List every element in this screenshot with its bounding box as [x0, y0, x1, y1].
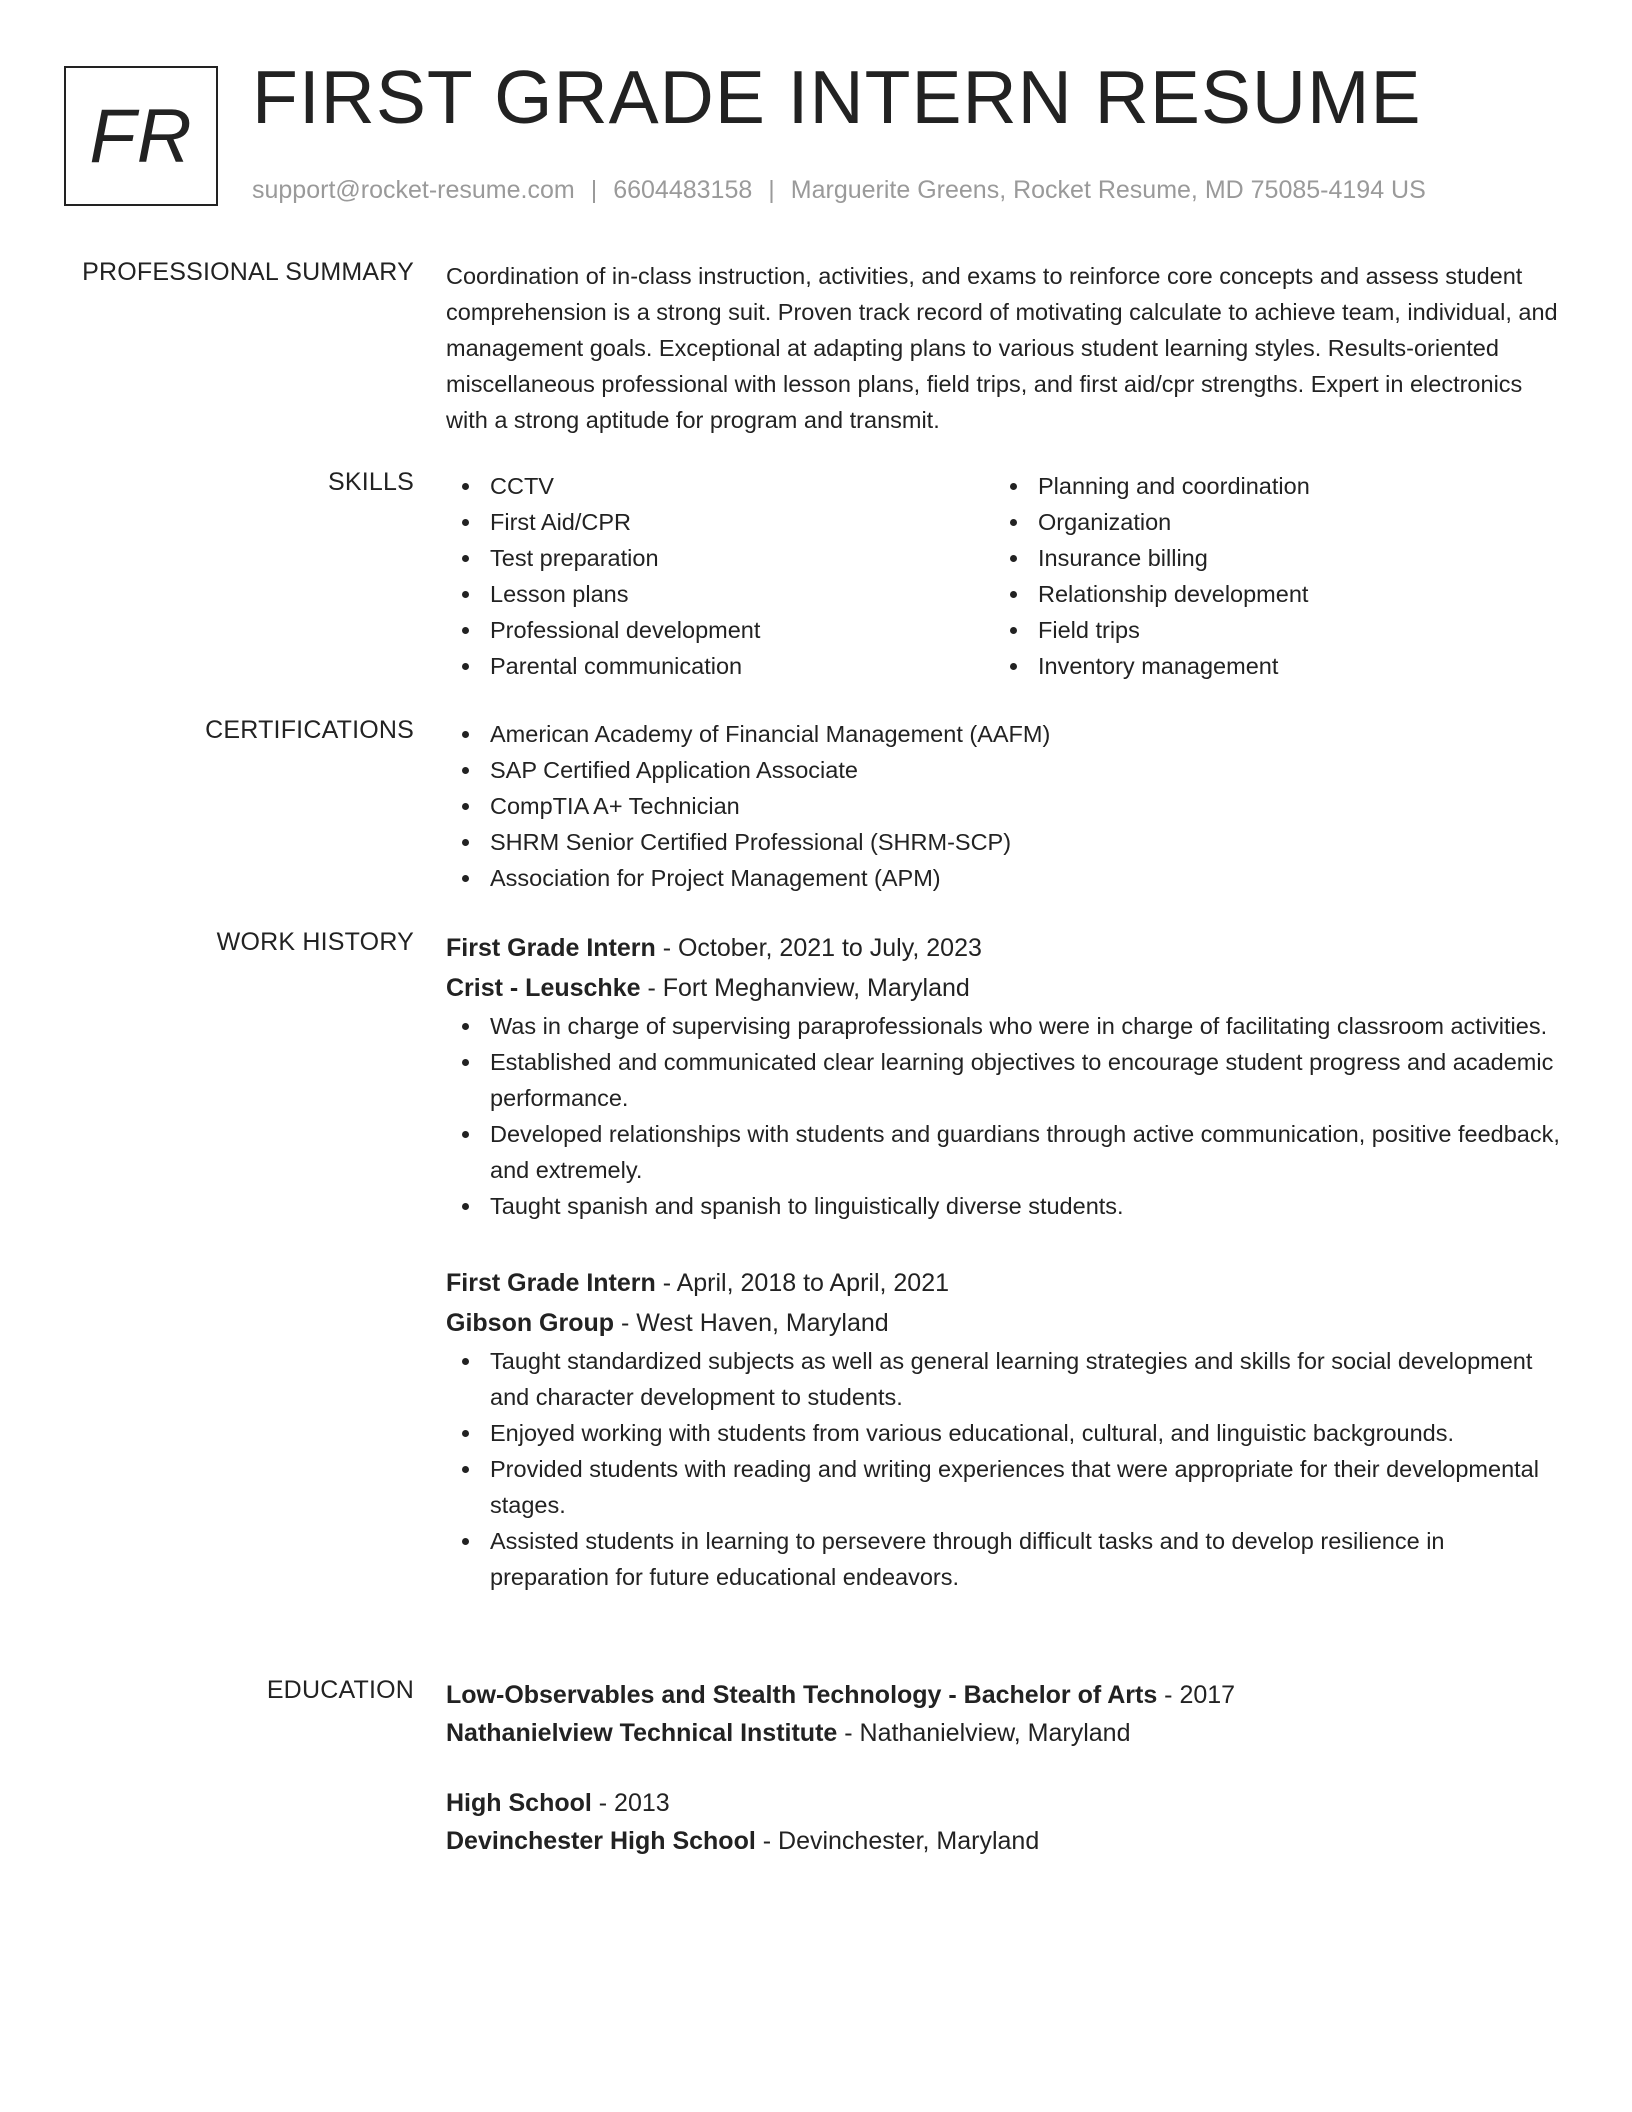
- job-bullet: Provided students with reading and writing experiences that were appropriate for their developmental stages.: [446, 1451, 1566, 1523]
- job-dates: - October, 2021 to July, 2023: [655, 934, 982, 962]
- skill-item: Lesson plans: [446, 576, 994, 612]
- job-location: - West Haven, Maryland: [614, 1309, 889, 1337]
- education-location: - Devinchester, Maryland: [755, 1827, 1040, 1855]
- education-body: [446, 1676, 1566, 1860]
- job-company-line: [446, 968, 1566, 1008]
- skills-body: [446, 468, 1566, 684]
- job-entry: [446, 1263, 1566, 1595]
- skill-item: Organization: [994, 504, 1542, 540]
- job-title: First Grade Intern: [446, 934, 656, 962]
- section-label-education: EDUCATION: [266, 1676, 414, 1704]
- skill-item: Professional development: [446, 612, 994, 648]
- contact-separator: |: [590, 176, 598, 204]
- education-year: - 2013: [591, 1789, 670, 1817]
- education-degree-line: [446, 1784, 1566, 1822]
- education-school-line: [446, 1822, 1566, 1860]
- certifications-list: [446, 716, 1566, 896]
- summary-text: Coordination of in-class instruction, activities, and exams to reinforce core concepts and assess student comprehension is a strong suit. Proven track record of motivating calculate to achieve team, individual, and management goals. Exceptional at adapting plans to various student learning styles. Results-oriented miscellaneous professional with lesson plans, field trips, and first aid/cpr strengths. Expert in electronics with a strong aptitude for program and transmit.: [446, 263, 1558, 433]
- education-degree: Low-Observables and Stealth Technology - Bachelor of Arts: [446, 1681, 1158, 1709]
- work-history-body: [446, 928, 1566, 1595]
- certification-item: SAP Certified Application Associate: [446, 752, 1566, 788]
- certifications-body: [446, 716, 1566, 896]
- job-dates: - April, 2018 to April, 2021: [655, 1269, 950, 1297]
- skills-list-left: [446, 468, 994, 684]
- job-bullet: Taught spanish and spanish to linguistically diverse students.: [446, 1188, 1566, 1224]
- job-bullet: Enjoyed working with students from various educational, cultural, and linguistic backgrounds.: [446, 1415, 1566, 1451]
- job-bullet: Developed relationships with students and guardians through active communication, positive feedback, and extremely.: [446, 1116, 1566, 1188]
- job-company: Gibson Group: [446, 1309, 615, 1337]
- skill-item: CCTV: [446, 468, 994, 504]
- job-title-line: [446, 928, 1566, 968]
- skill-item: Field trips: [994, 612, 1542, 648]
- skills-list-right: [994, 468, 1542, 684]
- section-label-work-history: WORK HISTORY: [216, 928, 414, 956]
- contact-separator: |: [768, 176, 775, 204]
- job-bullet: Assisted students in learning to persevere through difficult tasks and to develop resilience in preparation for future educational endeavors.: [446, 1523, 1566, 1595]
- skill-item: Inventory management: [994, 648, 1542, 684]
- resume-title: FIRST GRADE INTERN RESUME: [252, 55, 1422, 139]
- job-bullet: Was in charge of supervising paraprofessionals who were in charge of facilitating classroom activities.: [446, 1008, 1566, 1044]
- skill-item: Parental communication: [446, 648, 994, 684]
- education-school: Nathanielview Technical Institute: [446, 1719, 838, 1747]
- skill-item: Planning and coordination: [994, 468, 1542, 504]
- certification-item: SHRM Senior Certified Professional (SHRM-SCP): [446, 824, 1566, 860]
- job-bullets: [446, 1343, 1566, 1595]
- contact-phone[interactable]: 6604483158: [613, 176, 753, 204]
- skill-item: Test preparation: [446, 540, 994, 576]
- skill-item: Insurance billing: [994, 540, 1542, 576]
- contact-email[interactable]: support@rocket-resume.com: [252, 176, 575, 204]
- job-entry: [446, 928, 1566, 1224]
- monogram-logo: FR: [64, 66, 218, 206]
- section-label-certifications: CERTIFICATIONS: [205, 716, 414, 744]
- education-location: - Nathanielview, Maryland: [837, 1719, 1131, 1747]
- job-bullet: Taught standardized subjects as well as general learning strategies and skills for social development and character development to students.: [446, 1343, 1566, 1415]
- skill-item: First Aid/CPR: [446, 504, 994, 540]
- job-title-line: [446, 1263, 1566, 1303]
- contact-address: Marguerite Greens, Rocket Resume, MD 75085-4194 US: [790, 176, 1426, 204]
- education-entry: [446, 1784, 1566, 1860]
- skill-item: Relationship development: [994, 576, 1542, 612]
- job-bullet: Established and communicated clear learning objectives to encourage student progress and academic performance.: [446, 1044, 1566, 1116]
- certification-item: American Academy of Financial Management (AAFM): [446, 716, 1566, 752]
- education-entry: [446, 1676, 1566, 1752]
- education-year: - 2017: [1157, 1681, 1236, 1709]
- education-degree: High School: [446, 1789, 592, 1817]
- education-school: Devinchester High School: [446, 1827, 756, 1855]
- section-label-summary: PROFESSIONAL SUMMARY: [82, 258, 414, 286]
- section-label-skills: SKILLS: [328, 468, 414, 496]
- job-company-line: [446, 1303, 1566, 1343]
- certification-item: CompTIA A+ Technician: [446, 788, 1566, 824]
- education-school-line: [446, 1714, 1566, 1752]
- education-degree-line: [446, 1676, 1566, 1714]
- contact-line: [252, 176, 1426, 205]
- job-location: - Fort Meghanview, Maryland: [640, 974, 970, 1002]
- job-company: Crist - Leuschke: [446, 974, 641, 1002]
- certification-item: Association for Project Management (APM): [446, 860, 1566, 896]
- job-title: First Grade Intern: [446, 1269, 656, 1297]
- job-bullets: [446, 1008, 1566, 1224]
